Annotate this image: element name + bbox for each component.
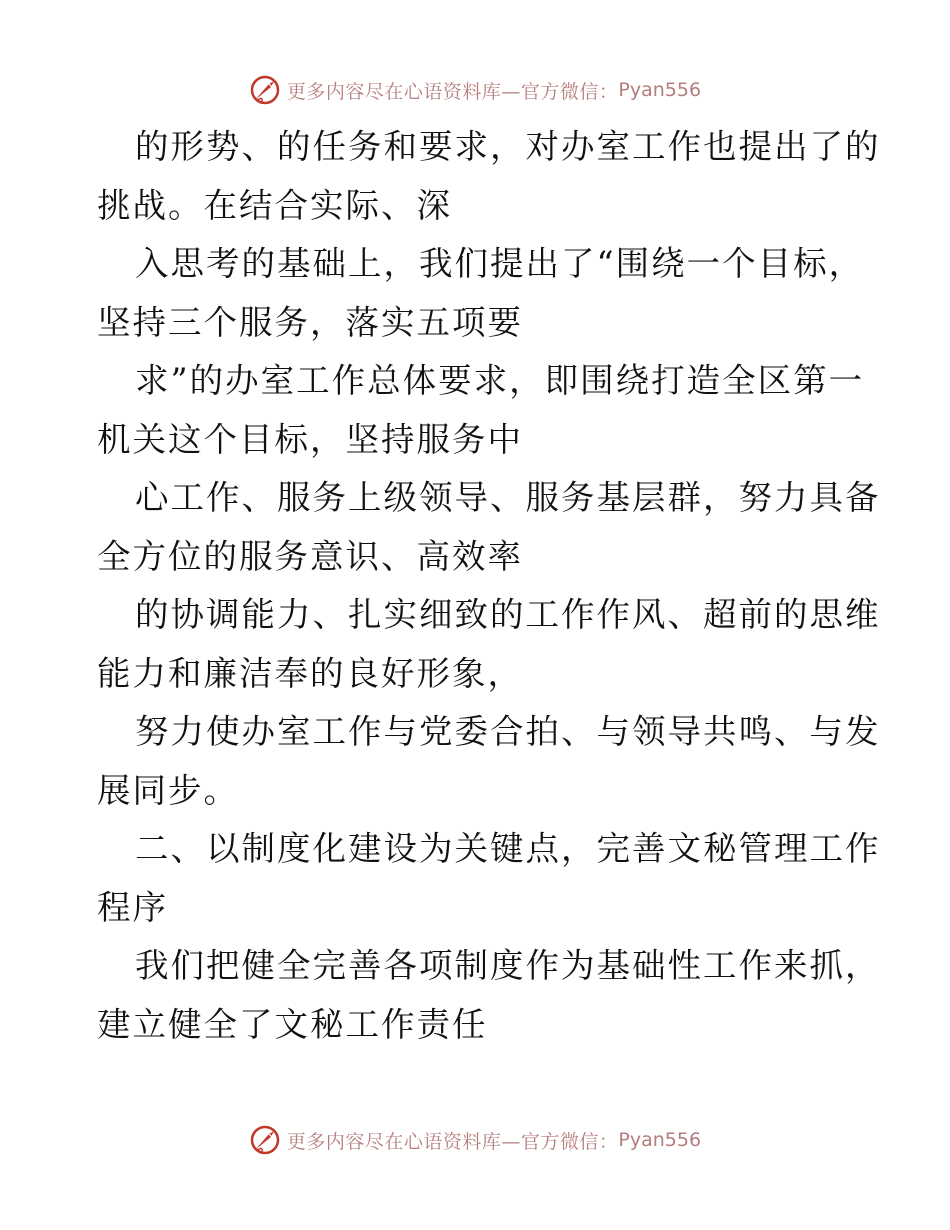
body-line: 我们把健全完善各项制度作为基础性工作来抓，	[135, 946, 881, 985]
header-wechat-id: Pyan556	[618, 79, 702, 101]
body-line: 能力和廉洁奉的良好形象，	[97, 653, 523, 693]
footer-banner-text: 更多内容尽在心语资料库—官方微信：	[286, 1130, 619, 1153]
body-line: 求”的办室工作总体要求，即围绕打造全区第一	[135, 361, 865, 400]
quill-pen-logo-icon	[249, 74, 281, 106]
footer-banner	[0, 1120, 950, 1160]
header-banner-text: 更多内容尽在心语资料库—官方微信：	[286, 80, 619, 103]
body-line: 努力使办室工作与党委合拍、与领导共鸣、与发	[135, 712, 881, 751]
body-line: 展同步。	[97, 770, 239, 810]
body-line: 全方位的服务意识、高效率	[97, 536, 523, 576]
body-line: 机关这个目标，坚持服务中	[97, 419, 523, 459]
body-line: 的形势、的任务和要求，对办室工作也提出了的	[135, 127, 881, 166]
footer-wechat-id: Pyan556	[618, 1129, 702, 1151]
body-line: 入思考的基础上，我们提出了“围绕一个目标，	[135, 244, 865, 283]
body-line: 建立健全了文秘工作责任	[97, 1004, 488, 1044]
section-heading: 二、以制度化建设为关键点，完善文秘管理工作	[135, 829, 881, 868]
body-line: 心工作、服务上级领导、服务基层群，努力具备	[135, 478, 881, 517]
body-line: 挑战。在结合实际、深	[97, 185, 452, 225]
section-heading-cont: 程序	[97, 887, 168, 927]
document-body	[97, 118, 881, 1054]
body-line: 的协调能力、扎实细致的工作作风、超前的思维	[135, 595, 881, 634]
header-banner	[0, 70, 950, 110]
quill-pen-logo-icon	[249, 1124, 281, 1156]
body-line: 坚持三个服务，落实五项要	[97, 302, 523, 342]
